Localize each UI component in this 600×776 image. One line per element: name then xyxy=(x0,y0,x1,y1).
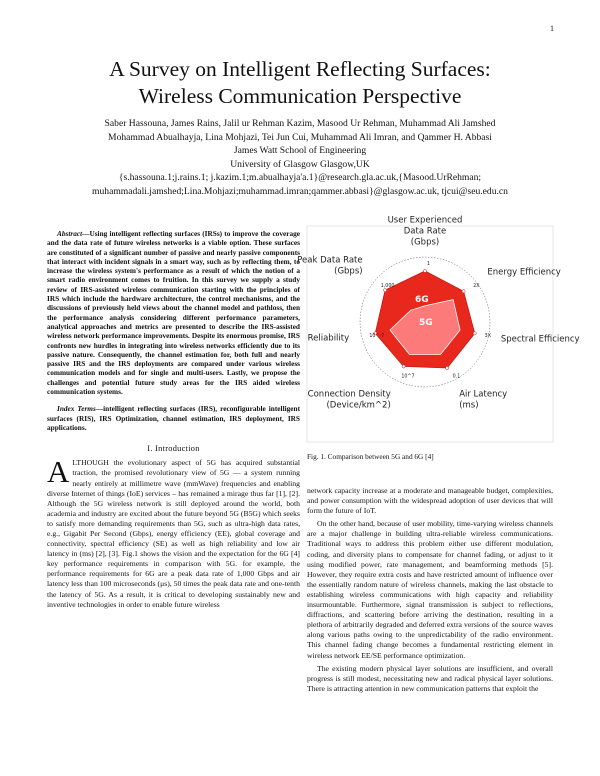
tick-label: 2X xyxy=(473,284,480,290)
intro-paragraph xyxy=(47,454,300,609)
abstract-text: —Using intelligent reflecting surfaces (IRSs) to improve the coverage and the data rate of future wireless networks is a viable option. These surfaces are constituted of a significant number of passive and nearly passive components that interact with incident signals in a smart way, such as by reflecting them, to increase the wireless system's performance as a result of which the notion of a smart radio environment comes to fruition. In this survey we supply a study review of IRS-assisted wireless communication starting with the principles of IRS which include the hardware architecture, the control mechanisms, and the discussions of previously held views about the channel model and pathloss, then the performance analysis considering different performance parameters, analytical approaches and metrics are presented to describe the IRS-assisted wireless network performance improvements. Despite its enormous promise, IRS confronts new hurdles in integrating into wireless networks efficiently due to its passive nature. Consequently, the channel estimation for, both full and nearly passive IRS and the IRS deployments are compared under various wireless communication models and for single and multi-users. Lastly, we propose the challenges and potential future study areas for the IRS aided wireless communication systems. xyxy=(47,229,300,397)
axis-label-line: (Device/km^2) xyxy=(326,400,391,411)
intro-paragraph-text: LTHOUGH the evolutionary aspect of 5G has acquired substantial traction, the promised revolutionary view of 5G — a system running nearly entirely at millimetre wave (mmWave) frequencies and enabling diverse Internet of things (IoE) services – has remained a mirage thus far [1], [2]. Although the 5G wireless network is still deployed around the world, both academia and industry are excited about the future beyond 5G (B5G) which seeks to satisfy more demanding requirements than 5G, such as ultra-high data rates, e.g., Gigabit Per Second (Gbps), energy efficiency (EE), global coverage and connectivity, spectral efficiency (SE) as well as high reliability and low air latency in (ms) [2], [3]. Fig.1 shows the vision and the expectation for the 6G [4] key performance requirements in comparison with 5G. for example, the performance requirements for 6G are a peak data rate of 1,000 Gbps and air latency less than 100 microseconds (μs), 50 times the peak data rate and one-tenth the latency of 5G. As a result, it is critical to developing sustainably new and inventive technologies in order to enable future wireless xyxy=(47,458,300,609)
axis-label-line: User Experienced xyxy=(387,215,463,226)
title-line-2: Wireless Communication Perspective xyxy=(138,84,462,108)
axis-label-line: Air Latency xyxy=(459,389,508,400)
index-terms xyxy=(47,404,300,432)
axis-label-line: Reliability xyxy=(307,333,350,344)
axis-label-line: (ms) xyxy=(459,400,479,411)
data-point-6g xyxy=(423,269,426,272)
author-line: Mohammad Abualhayja, Lina Mohjazi, Tei Jun Cui, Muhammad Ali Imran, and Qammer H. Abbasi xyxy=(108,131,492,143)
axis-label-line: (Gbps) xyxy=(410,237,440,248)
body-paragraph: network capacity increase at a moderate and manageable budget, complexities, and power consumption with the widespread adoption of user devices that will form the future of IoT. xyxy=(307,486,553,516)
data-point-6g xyxy=(462,290,465,293)
abstract xyxy=(47,229,300,396)
page-number: 1 xyxy=(550,24,554,33)
axis-label-line: Connection Density xyxy=(307,389,391,400)
tick-label: 1 xyxy=(427,261,431,267)
axis-label-line: Energy Efficiency xyxy=(487,267,561,278)
tick-label: 0.1 xyxy=(452,374,461,380)
radar-chart-figure xyxy=(297,215,580,442)
axis-label-line: Peak Data Rate xyxy=(297,255,363,266)
abstract-label: Abstract xyxy=(57,229,83,238)
paper-title xyxy=(0,56,600,110)
data-point-6g xyxy=(402,365,405,368)
title-line-1: A Survey on Intelligent Reflecting Surfaces: xyxy=(109,57,491,81)
email-line: muhammadali.jamshed;Lina.Mohjazi;muhammad.imran;qammer.abbasi}@glasgow.ac.uk, tjcui@seu.edu.cn xyxy=(92,185,508,197)
tick-label: 10^7 xyxy=(401,374,415,380)
author-line: Saber Hassouna, James Rains, Jalil ur Rehman Kazim, Masood Ur Rehman, Muhammad Ali Jamshed xyxy=(104,118,496,129)
right-column xyxy=(307,486,553,697)
body-paragraph: On the other hand, because of user mobility, time-varying wireless channels are a major challenge in building ultra-reliable wireless communications. Traditional ways to address this problem either use different modulation, coding, and diversity plans to compensate for channel fading, or adjust to it using modified power, rate management, and beamforming methods [5]. However, they require extra costs and have restricted amount of influence over the essentially random nature of wireless channels, making the last obstacle to establishing wireless communications with high capacity and reliability insurmountable. Furthermore, signal transmission is subject to reflections, diffractions, and scattering before arriving the destination, resulting in a plethora of arbitrarily degraded and deferred extra versions of the source waves along various paths owing to the unpredictability of the radio environment. This channel fading change becomes a fundamental restricting element in wireless network EE/SE performance optimization. xyxy=(307,519,553,660)
affiliation-line: James Watt School of Engineering xyxy=(233,145,367,157)
data-point-6g xyxy=(446,366,449,369)
axis-label-line: Data Rate xyxy=(403,226,447,237)
series-label-5g: 5G xyxy=(419,318,433,328)
tick-label: 10^-7 xyxy=(369,334,385,340)
email-line: {s.hassouna.1;j.rains.1; j.kazim.1;m.abualhayja'a.1}@research.gla.ac.uk,{Masood.UrRehman; xyxy=(118,172,482,184)
axis-label xyxy=(308,333,350,343)
tick-label: 1,000 xyxy=(380,284,395,290)
left-column xyxy=(47,229,300,613)
index-terms-text: —intelligent reflecting surfaces (IRS), reconfigurable intelligent surfaces (RIS), IRS Optimization, channel estimation, IRS deployment, IRS applications. xyxy=(47,404,300,432)
figure-caption: Fig. 1. Comparison between 5G and 6G [4] xyxy=(307,452,434,461)
index-terms-label: Index Terms xyxy=(57,404,96,414)
body-paragraph: The existing modern physical layer solutions are insufficient, and overall progress is still modest, necessitating new and radical physical layer solutions. There is attracting attention in new communication patterns that exploit the xyxy=(307,663,553,693)
data-point-6g xyxy=(473,332,476,335)
series-label-6g: 6G xyxy=(415,295,429,305)
tick-label: 3X xyxy=(484,334,492,340)
axis-label-line: Spectral Efficiency xyxy=(500,334,580,345)
axis-label xyxy=(501,334,580,344)
affiliation-line: University of Glasgow Glasgow,UK xyxy=(230,158,370,170)
section-heading: I. Introduction xyxy=(147,444,200,454)
radar-chart xyxy=(297,215,580,442)
author-block xyxy=(30,117,570,199)
axis-label-line: (Gbps) xyxy=(334,266,363,277)
axis-label xyxy=(487,268,560,278)
drop-cap: A xyxy=(47,454,70,490)
